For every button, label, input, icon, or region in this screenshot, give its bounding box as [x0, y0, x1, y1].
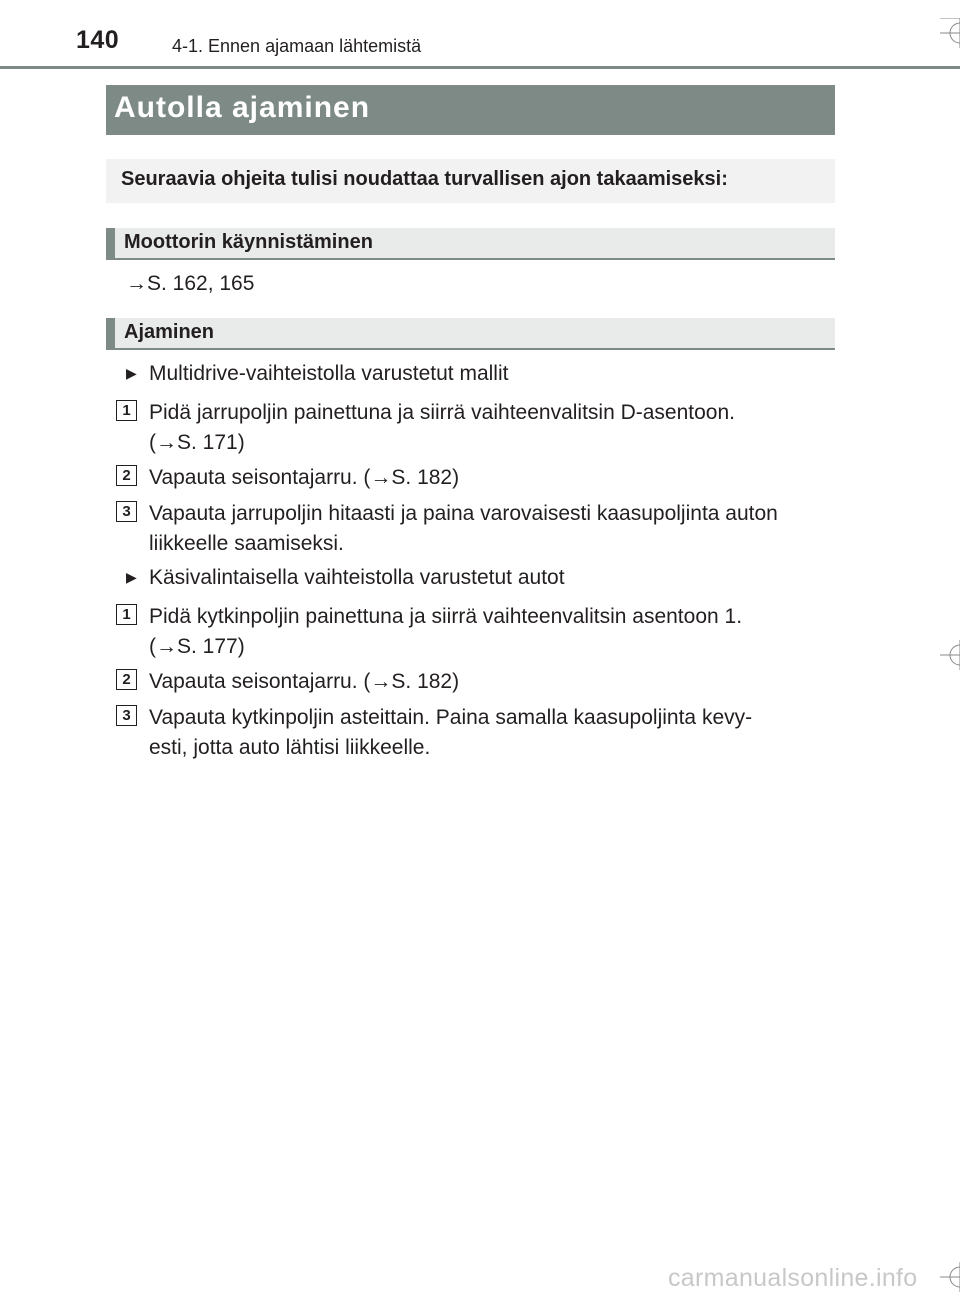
step-number-badge: 1 — [116, 400, 137, 421]
step-line: Vapauta kytkinpoljin asteittain. Paina samalla kaasupoljinta kevy- — [149, 706, 753, 729]
bullet-multidrive — [126, 362, 508, 386]
crop-mark-icon — [930, 18, 960, 48]
bullet-manual-label: Käsivalintaisella vaihteistolla varustetut autot — [149, 566, 565, 589]
page-header — [0, 0, 960, 70]
title-bar — [106, 85, 835, 135]
bullet-manual — [126, 566, 565, 590]
step-line: Vapauta seisontajarru. (→S. 182) — [149, 466, 460, 489]
subhead-starting — [106, 228, 835, 260]
page-number: 140 — [76, 26, 120, 54]
intro-text: Seuraavia ohjeita tulisi noudattaa turvallisen ajon takaamiseksi: — [121, 168, 728, 190]
step-number-badge: 3 — [116, 705, 137, 726]
step-number-badge: 2 — [116, 669, 137, 690]
subhead-driving-text: Ajaminen — [124, 321, 215, 343]
step-number-badge: 3 — [116, 501, 137, 522]
subhead-driving — [106, 318, 835, 350]
header-rule — [0, 66, 960, 69]
step-text — [149, 602, 829, 661]
step-line: liikkeelle saamiseksi. — [149, 531, 344, 555]
step-text — [149, 499, 829, 558]
section-path: 4-1. Ennen ajamaan lähtemistä — [172, 36, 422, 56]
page-title: Autolla ajaminen — [114, 91, 371, 124]
crop-mark-icon — [930, 640, 960, 670]
step-text — [149, 463, 829, 493]
step-line: (→S. 177) — [149, 634, 245, 658]
intro-box — [106, 159, 835, 203]
bullet-multidrive-label: Multidrive-vaihteistolla varustetut mallit — [149, 362, 509, 385]
step-number-badge: 2 — [116, 465, 137, 486]
triangle-bullet-icon: ▶ — [126, 569, 137, 585]
step-line: Vapauta jarrupoljin hitaasti ja paina varovaisesti kaasupoljinta auton — [149, 502, 778, 525]
crop-mark-icon — [930, 1262, 960, 1292]
step-number-badge: 1 — [116, 604, 137, 625]
subhead-starting-text: Moottorin käynnistäminen — [124, 231, 373, 253]
step-line: Pidä jarrupoljin painettuna ja siirrä vaihteenvalitsin D-asentoon. — [149, 401, 736, 424]
page-reference-link[interactable]: →S. 162, 165 — [126, 272, 255, 295]
step-text — [149, 667, 829, 697]
step-line: (→S. 171) — [149, 430, 245, 454]
step-text — [149, 703, 829, 762]
step-line: esti, jotta auto lähtisi liikkeelle. — [149, 735, 431, 759]
step-line: Pidä kytkinpoljin painettuna ja siirrä vaihteenvalitsin asentoon 1. — [149, 605, 743, 628]
step-line: Vapauta seisontajarru. (→S. 182) — [149, 670, 460, 693]
step-text — [149, 398, 829, 457]
triangle-bullet-icon: ▶ — [126, 365, 137, 381]
watermark: carmanualsonline.info — [668, 1264, 918, 1292]
